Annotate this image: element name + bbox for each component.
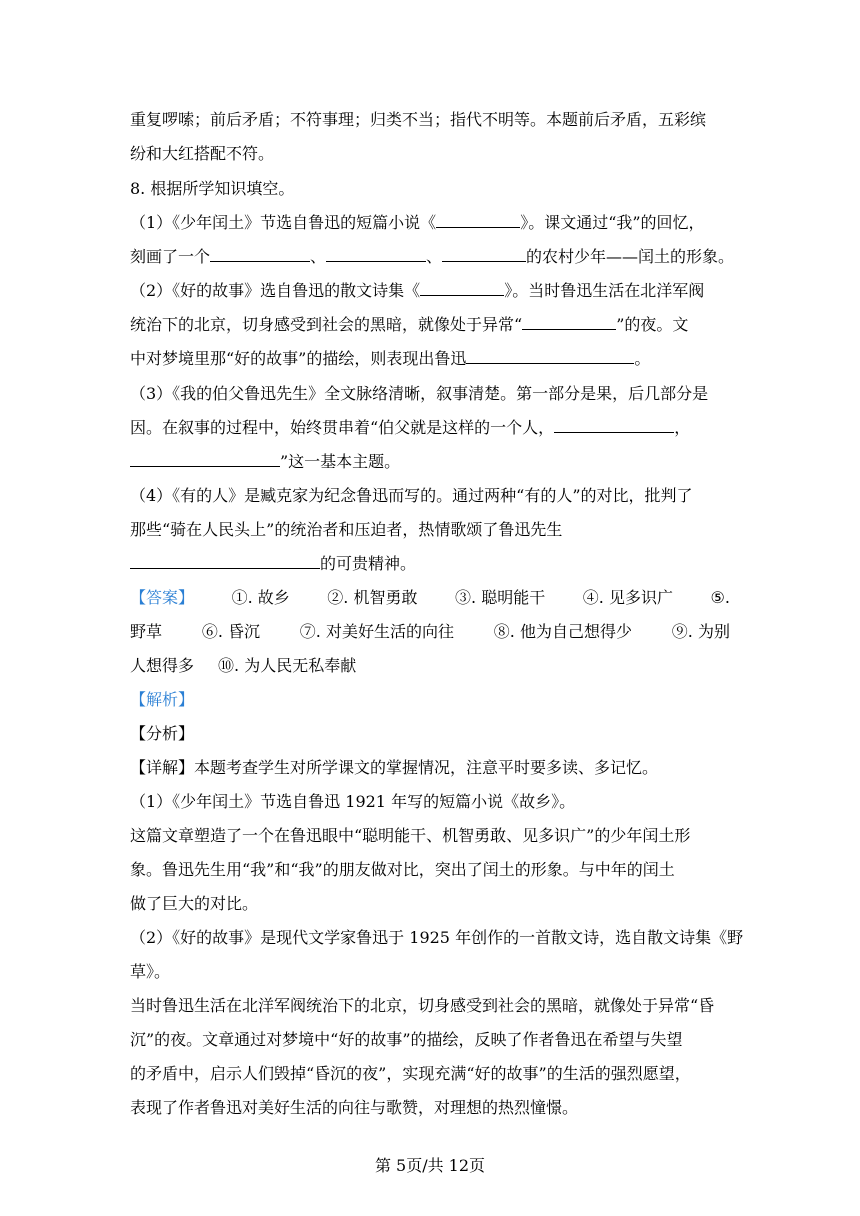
answer-row-2 [130,622,730,642]
text: 中对梦境里那“好的故事”的描绘，则表现出鲁迅 [130,349,467,368]
explanation-line: 表现了作者鲁迅对美好生活的向往与歌赞，对理想的热烈憧憬。 [130,1098,579,1117]
answer-item: ④. 见多识广 [582,588,673,607]
explanation-line: （2）《好的故事》是现代文学家鲁迅于 1925 年创作的一首散文诗，选自散文诗集《野 [130,928,744,947]
text: ”的夜。文 [616,315,689,334]
text: 》。课文通过“我”的回忆， [520,213,705,232]
text: ， [674,418,691,437]
page-number: 第 5页/共 12页 [374,1156,486,1175]
text: 的可贵精神。 [320,554,417,573]
analysis-section: 【分析】 [130,724,195,743]
question-title: 8. 根据所学知识填空。 [130,179,295,198]
text: 、 [310,247,327,266]
answer-item: ①. 故乡 [231,588,290,607]
q1-line-1 [130,213,705,233]
answer-item: ②. 机智勇敢 [327,588,418,607]
blank-3[interactable] [326,247,426,262]
explanation-line: 的矛盾中，启示人们毁掉“昏沉的夜”，实现充满“好的故事”的生活的强烈愿望， [130,1064,691,1083]
text: 》。当时鲁迅生活在北洋军阀 [504,281,705,300]
q4-line-1: （4）《有的人》是臧克家为纪念鲁迅而写的。通过两种“有的人”的对比，批判了 [130,486,693,505]
answer-item: ⑨. 为别 [671,622,730,641]
explanation-line: 这篇文章塑造了一个在鲁迅眼中“聪明能干、机智勇敢、见多识广”的少年闰土形 [130,826,691,845]
explanation-line: 当时鲁迅生活在北洋军阀统治下的北京，切身感受到社会的黑暗，就像处于异常“昏 [130,996,715,1015]
answer-row-1 [130,588,730,608]
answer-row-3 [130,656,356,676]
text: 、 [426,247,443,266]
text: 。 [634,349,651,368]
blank-4[interactable] [442,247,526,262]
answer-item: ③. 聪明能干 [455,588,546,607]
answer-item: ⑥. 昏沉 [201,622,260,641]
text: （1）《少年闰土》节选自鲁迅的短篇小说《 [130,213,437,232]
q2-line-1 [130,281,704,301]
q4-line-3 [130,554,416,574]
blank-7[interactable] [466,349,634,364]
q2-line-2 [130,315,688,335]
intro-line-2: 纷和大红搭配不符。 [130,144,275,163]
q3-line-1: （3）《我的伯父鲁迅先生》全文脉络清晰，叙事清楚。第一部分是果，后几部分是 [130,384,709,403]
answer-label: 【答案】 [130,588,195,607]
text: （2）《好的故事》选自鲁迅的散文诗集《 [130,281,421,300]
blank-10[interactable] [130,554,320,569]
text: 统治下的北京，切身感受到社会的黑暗，就像处于异常“ [130,315,523,334]
answer-item: ⑧. 他为自己想得少 [493,622,632,641]
blank-6[interactable] [522,315,616,330]
answer-item: ⑤. [710,588,730,607]
q4-line-2: 那些“骑在人民头上”的统治者和压迫者，热情歌颂了鲁迅先生 [130,520,563,539]
q1-line-2 [130,247,734,267]
analysis-label: 【解析】 [130,690,195,709]
text: ”这一基本主题。 [280,452,401,471]
q3-line-2 [130,418,690,438]
text: 的农村少年——闰土的形象。 [526,247,735,266]
explanation-line: （1）《少年闰土》节选自鲁迅 1921 年写的短篇小说《故乡》。 [130,792,576,811]
explanation-line: 沉”的夜。文章通过对梦境中“好的故事”的描绘，反映了作者鲁迅在希望与失望 [130,1030,683,1049]
blank-9[interactable] [130,452,280,467]
blank-1[interactable] [436,213,520,228]
answer-item: ⑩. 为人民无私奉献 [218,656,357,675]
text: 因。在叙事的过程中，始终贯串着“伯父就是这样的一个人， [130,418,555,437]
explanation-line: 草》。 [130,962,171,981]
intro-line-1: 重复啰嗦；前后矛盾；不符事理；归类不当；指代不明等。本题前后矛盾，五彩缤 [130,110,707,129]
q3-line-3 [130,452,400,472]
answer-item: 野草 [130,622,163,641]
blank-2[interactable] [210,247,310,262]
explanation-line: 象。鲁迅先生用“我”和“我”的朋友做对比，突出了闰土的形象。与中年的闰土 [130,860,675,879]
blank-5[interactable] [420,281,504,296]
text: 刻画了一个 [130,247,211,266]
detail-heading: 【详解】本题考查学生对所学课文的掌握情况，注意平时要多读、多记忆。 [130,758,659,777]
answer-item: ⑦. 对美好生活的向往 [299,622,454,641]
q2-line-3 [130,349,650,369]
explanation-line: 做了巨大的对比。 [130,894,259,913]
blank-8[interactable] [554,418,674,433]
answer-item: 人想得多 [130,656,195,675]
